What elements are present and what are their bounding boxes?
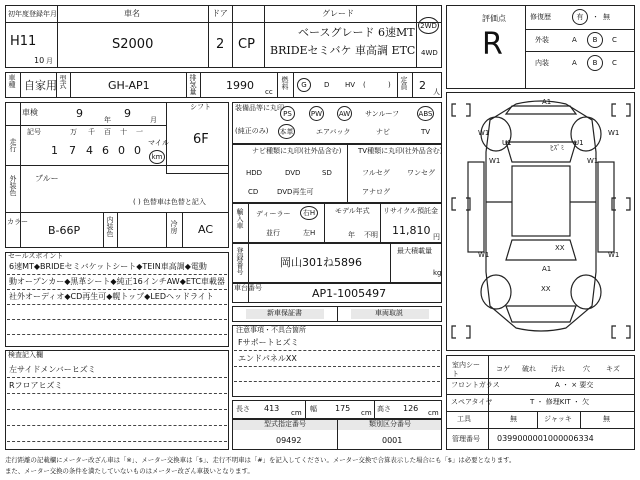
capacity-value: 2 (419, 79, 426, 92)
cabin (512, 166, 570, 236)
int-grade-b: B (587, 55, 603, 71)
jack-label: ジャッキ (544, 415, 572, 423)
jack-value: 無 (603, 415, 610, 423)
drive-4wd-label: 4WD (421, 49, 438, 57)
navi-title-text: ナビ種類に丸印 (252, 147, 301, 155)
shift-value: 6F (193, 132, 209, 147)
drive-2wd-badge: 2WD (418, 17, 439, 34)
interior-color-label: 内装色 (106, 216, 114, 237)
type-label: 型式 (59, 75, 67, 89)
ac-value: AC (198, 223, 214, 236)
diagram-label-a1-rear: A1 (542, 265, 552, 273)
repair-yes: 有 (572, 9, 588, 25)
mileage-label: 走行 (9, 138, 17, 152)
tv-title (358, 148, 443, 155)
navi-hdd: HDD (246, 169, 263, 177)
rear-bumper (506, 306, 576, 322)
tools-label: 工具 (457, 415, 471, 423)
inspection-year-unit: 年 (104, 116, 111, 124)
footer-line-2: また、メーター交換の条件を満たしていないものはメーター改ざん車扱いとなります。 (5, 467, 254, 475)
diagram-label-u1-l: U1 (502, 139, 512, 147)
tv-analog: アナログ (362, 188, 390, 196)
int-grade-a: A (572, 59, 577, 67)
inspector-note-line-2: Rフロアヒズミ (9, 381, 63, 390)
recycle-value: 11,810 (392, 224, 431, 237)
grade-line-2: BRIDEセミバケ 車高調 ETC (270, 44, 416, 57)
inspector-notes-title: 検査記入欄 (8, 351, 43, 359)
ext-grade-a: A (572, 36, 577, 44)
use-label: 車種 (8, 74, 16, 88)
model-year-label: モデル年式 (335, 207, 370, 215)
place-man: 万 (70, 128, 77, 136)
diagram-label-w1-ml: W1 (489, 157, 501, 165)
import-label: 輸入車 (236, 208, 244, 229)
repair-label: 修復歴 (530, 13, 551, 21)
fuel-hybrid-option: HV (345, 81, 356, 89)
sales-point-line-2: 動オープンカー◆黒革シート◆純正16インチAW◆ETC車載器 (9, 277, 225, 286)
height-label: 高さ (377, 405, 391, 413)
equip-abs: ABS (417, 106, 434, 121)
fuel-gasoline-option: G (297, 78, 311, 92)
place-sen: 千 (88, 128, 95, 136)
registration-plate: 岡山301ね5896 (280, 256, 362, 269)
mileage-digit-4: 6 (102, 144, 109, 157)
tv-title-note: (社外品含む) (402, 147, 443, 155)
registration-label: 登録番号 (236, 247, 244, 275)
car-body-outline (486, 98, 599, 331)
recycle-yen: 円 (433, 233, 440, 241)
new-car-warranty: 新車保証書 (267, 309, 302, 317)
tv-fullseg: フルセグ (362, 169, 390, 177)
mileage-digit-2: 7 (69, 144, 76, 157)
sales-point-line-1: 6速MT◆BRIDEセミバケットシート◆TEIN車高調◆電動 (9, 262, 207, 271)
equipment-subtitle: (純正のみ) (235, 127, 269, 135)
front-bumper (506, 106, 576, 114)
inspection-label: 車検 (22, 108, 38, 117)
model-code-value: GH-AP1 (108, 79, 150, 92)
unit-km-selected: km (149, 150, 165, 164)
capacity-label: 定員 (400, 76, 408, 90)
door-label: ドア (212, 9, 228, 18)
type-cert-value: 09492 (276, 436, 302, 445)
diagram-label-w1-rr: W1 (608, 251, 620, 259)
mileage-digit-3: 4 (86, 144, 93, 157)
navi-sd: SD (322, 169, 332, 177)
navi-cd: CD (248, 188, 259, 196)
model-year-unit: 年 (348, 231, 355, 239)
interior-seat-label: 室内シート (452, 361, 480, 379)
car-name-label: 車名 (124, 9, 140, 18)
exterior-color: ブルー (35, 174, 59, 183)
exterior-label: 外装色 (9, 175, 17, 196)
diagram-label-xx-bottom: XX (541, 285, 551, 293)
equip-airbag: エアバック (316, 128, 351, 136)
equip-tv: TV (421, 128, 431, 136)
import-dealer: ディーラー (256, 210, 291, 218)
first-reg-month: 10 (34, 56, 45, 65)
displacement-value: 1990 (226, 79, 254, 92)
seat-koge: コゲ (496, 365, 510, 373)
doors-value: 2 (216, 37, 225, 52)
navi-dvd-play: DVD再生可 (277, 188, 314, 196)
sales-point-line-3: 社外オーディオ◆CD再生可◆幌トップ◆LEDヘッドライト (9, 292, 214, 301)
diagram-label-w1-fl: W1 (478, 129, 490, 137)
color-code-value: B-66P (48, 224, 81, 237)
cc-unit: cc (265, 88, 273, 96)
windshield (506, 142, 576, 162)
seat-yabure: 破れ (522, 365, 536, 373)
class-value: 0001 (382, 436, 403, 445)
equip-aw: AW (337, 106, 352, 121)
equip-ps: PS (280, 106, 295, 121)
diagram-label-hizumi: ﾋｽﾞﾐ (550, 144, 564, 152)
ext-grade-c: C (612, 36, 617, 44)
notes-line-1: Fサポートヒズミ (238, 338, 299, 347)
score-value: R (482, 27, 503, 62)
admin-value: 0399000001000006334 (497, 434, 594, 443)
length-value: 413 (264, 404, 280, 413)
first-reg-month-unit: 月 (46, 57, 53, 65)
recycle-label: リサイクル預託金 (383, 207, 439, 215)
seat-yogore: 汚れ (551, 365, 565, 373)
glass-label: フロントガラス (451, 381, 500, 389)
ext-grade-b: B (587, 32, 603, 48)
width-value: 175 (335, 404, 351, 413)
height-unit: cm (428, 409, 439, 417)
inspection-month: 9 (124, 107, 131, 120)
color-code-label: カラー (7, 218, 28, 226)
diagram-label-w1-fr: W1 (608, 129, 620, 137)
chassis-value: AP1-1005497 (312, 287, 387, 300)
fuel-paren-close: ) (388, 81, 391, 89)
max-load-label: 最大積載量 (397, 247, 432, 255)
mileage-left-header: 記号 (27, 128, 41, 136)
model-year-unknown: 不明 (364, 231, 378, 239)
displacement-label: 排気量 (189, 74, 197, 95)
mileage-digit-1: 1 (51, 144, 58, 157)
tools-value: 無 (510, 415, 517, 423)
grade-line-1: ベースグレード 6速MT (298, 26, 415, 39)
inspector-note-line-1: 左サイドメンバーヒズミ (9, 365, 96, 374)
sales-points-title: セールスポイント (8, 252, 64, 260)
car-diagram (446, 92, 635, 351)
width-unit: cm (361, 409, 372, 417)
rear-left-wheel (481, 275, 511, 309)
equip-sunroof: サンルーフ (365, 110, 400, 118)
class-label: 類別区分番号 (369, 420, 411, 428)
notes-line-2: エンドパネルXX (238, 354, 297, 363)
exterior-grade-label: 外装 (535, 36, 549, 44)
fuel-diesel-option: D (324, 81, 330, 89)
first-reg-label: 初年度登録年月 (8, 10, 57, 18)
fuel-paren-open: ( (363, 81, 366, 89)
equip-leather: 本革 (278, 124, 295, 139)
vehicle-manual: 車両取説 (375, 309, 403, 317)
inspection-month-unit: 月 (150, 116, 157, 124)
rear-right-wheel (571, 275, 601, 309)
car-name-value: S2000 (112, 37, 154, 52)
grade-label: グレード (322, 9, 354, 18)
length-unit: cm (291, 409, 302, 417)
mileage-digit-5: 0 (118, 144, 125, 157)
mileage-digit-6: 0 (134, 144, 141, 157)
place-hyaku: 百 (104, 128, 111, 136)
navi-title-note: (社外品含む) (301, 147, 342, 155)
admin-label: 管理番号 (452, 435, 480, 443)
width-label: 幅 (310, 405, 317, 413)
tv-oneseg: ワンセグ (407, 169, 435, 177)
int-grade-c: C (612, 59, 617, 67)
exterior-note: ( ) 色替車は色替と記入 (133, 198, 206, 206)
repair-sep: ・ (592, 13, 599, 21)
max-load-kg: kg (433, 269, 442, 277)
shift-label: シフト (190, 103, 211, 111)
navi-title (252, 148, 341, 155)
import-left-handle: 左H (303, 229, 316, 237)
place-ichi: 一 (136, 128, 143, 136)
diagram-label-xx-rear: XX (555, 244, 565, 252)
equipment-title: 装備品等に丸印 (235, 104, 284, 112)
tv-title-text: TV種類に丸印 (358, 147, 403, 155)
rear-window (506, 240, 576, 260)
import-right-handle: 右H (300, 206, 318, 220)
navi-dvd: DVD (285, 169, 301, 177)
chassis-label: 車台番号 (234, 284, 262, 292)
capacity-unit: 人 (433, 88, 440, 96)
score-label: 評価点 (482, 14, 506, 23)
diagram-label-w1-rl: W1 (478, 251, 490, 259)
notes-title: 注意事項・不具合箇所 (236, 326, 306, 334)
repair-no: 無 (603, 13, 610, 21)
diagram-label-u1-r: U1 (574, 139, 584, 147)
equip-pw: PW (309, 106, 324, 121)
diagram-label-w1-mr: W1 (587, 157, 599, 165)
seat-ana: 穴 (583, 365, 590, 373)
spare-value: T ・ 修理KIT ・ 欠 (530, 398, 590, 406)
footer-line-1: 走行距離の記載欄にメーター改ざん車は「※」、メーター交換車は「$」、走行不明車は「#」を記入してください。メーター交換で合算表示した場合にも「$」は必要となります。 (5, 456, 516, 464)
glass-value: A ・ × 要交 (555, 381, 594, 389)
use-value: 自家用 (24, 79, 57, 92)
type-cert-label: 型式指定番号 (264, 420, 306, 428)
seat-kizu: キズ (606, 365, 620, 373)
import-parallel: 並行 (266, 229, 280, 237)
first-reg-era: H11 (10, 34, 37, 49)
height-value: 126 (403, 404, 419, 413)
place-juu: 十 (120, 128, 127, 136)
equip-navi: ナビ (376, 128, 390, 136)
interior-grade-label: 内装 (535, 59, 549, 67)
fuel-label: 燃料 (281, 76, 289, 90)
ac-label: 冷房 (170, 220, 178, 234)
unit-miles: マイル (148, 139, 169, 147)
length-label: 長さ (236, 405, 250, 413)
inspection-year: 9 (76, 107, 83, 120)
spare-label: スペアタイヤ (451, 398, 493, 406)
shape-value: CP (238, 37, 255, 52)
diagram-label-a1-front: A1 (542, 98, 552, 106)
